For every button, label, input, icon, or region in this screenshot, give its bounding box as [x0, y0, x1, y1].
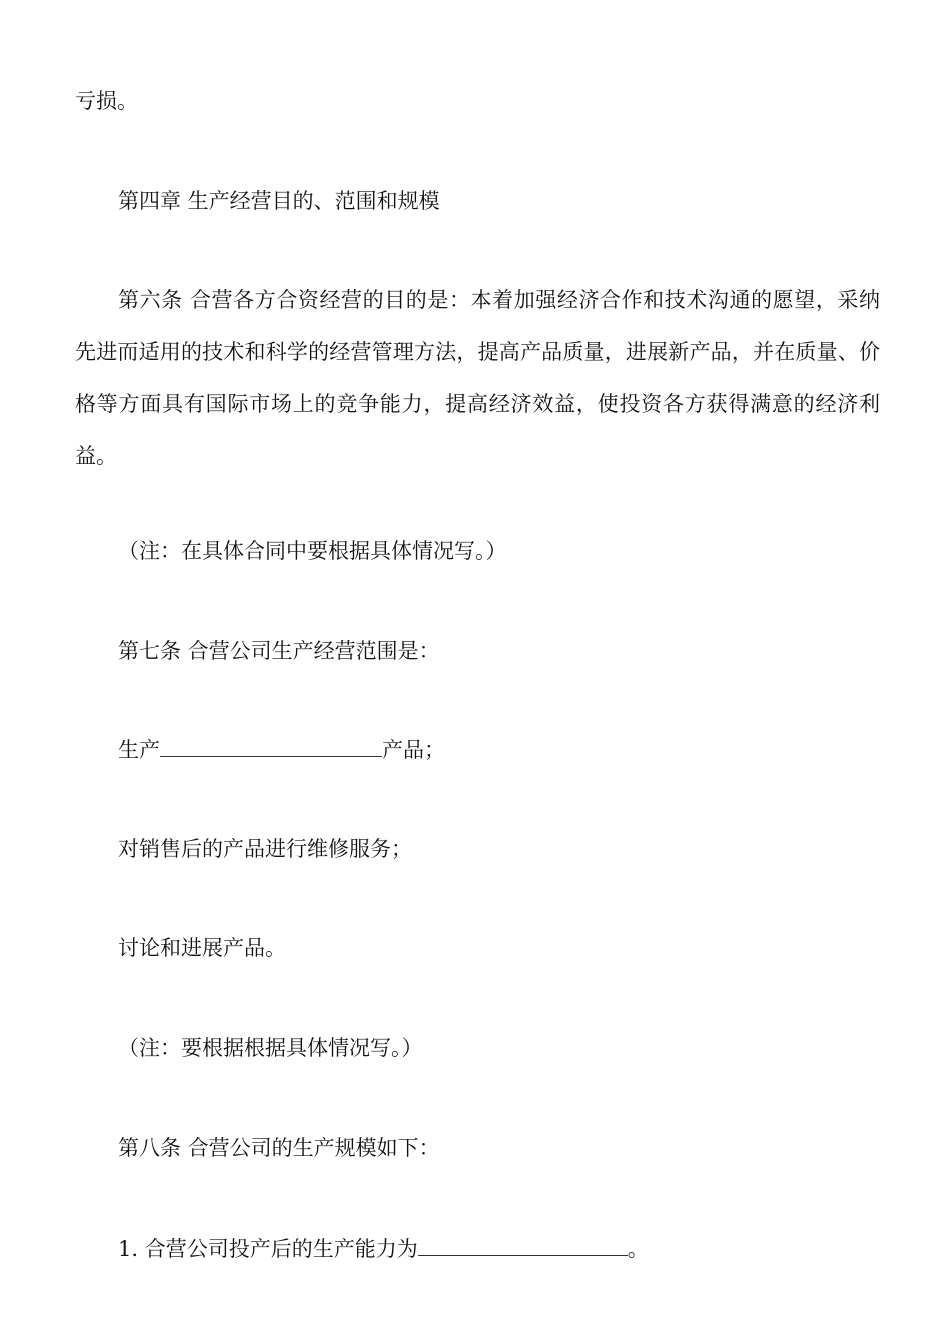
- scope-item-maintenance: 对销售后的产品进行维修服务；: [118, 837, 412, 861]
- chapter-heading: 第四章 生产经营目的、范围和规模: [118, 189, 440, 213]
- scope-item-research: 讨论和进展产品。: [118, 936, 286, 960]
- scope-item-production: [118, 736, 445, 763]
- scale-item-capacity: [118, 1235, 649, 1262]
- article-8-heading: 第八条 合营公司的生产规模如下：: [118, 1136, 440, 1160]
- scope-item-production-suffix: 产品；: [382, 738, 445, 762]
- fill-in-blank-capacity[interactable]: [418, 1235, 628, 1256]
- fill-in-blank-product[interactable]: [160, 736, 382, 757]
- note-1: （注：在具体合同中要根据具体情况写。）: [118, 539, 507, 563]
- scale-item-capacity-prefix: 1. 合营公司投产后的生产能力为: [118, 1237, 418, 1261]
- note-2: （注：要根据根据具体情况写。）: [118, 1036, 423, 1060]
- continued-text: 亏损。: [75, 89, 138, 113]
- scale-item-capacity-suffix: 。: [627, 1237, 649, 1261]
- article-6-paragraph: 第六条 合营各方合资经营的目的是：本着加强经济合作和技术沟通的愿望，采纳先进而适用的技术和科学的经营管理方法，提高产品质量，进展新产品，并在质量、价格等方面具有国际市场上的竞争能力，提高经济效益，使投资各方获得满意的经济利益。: [75, 288, 880, 468]
- scope-item-production-prefix: 生产: [118, 738, 160, 762]
- article-7-heading: 第七条 合营公司生产经营范围是：: [118, 639, 440, 663]
